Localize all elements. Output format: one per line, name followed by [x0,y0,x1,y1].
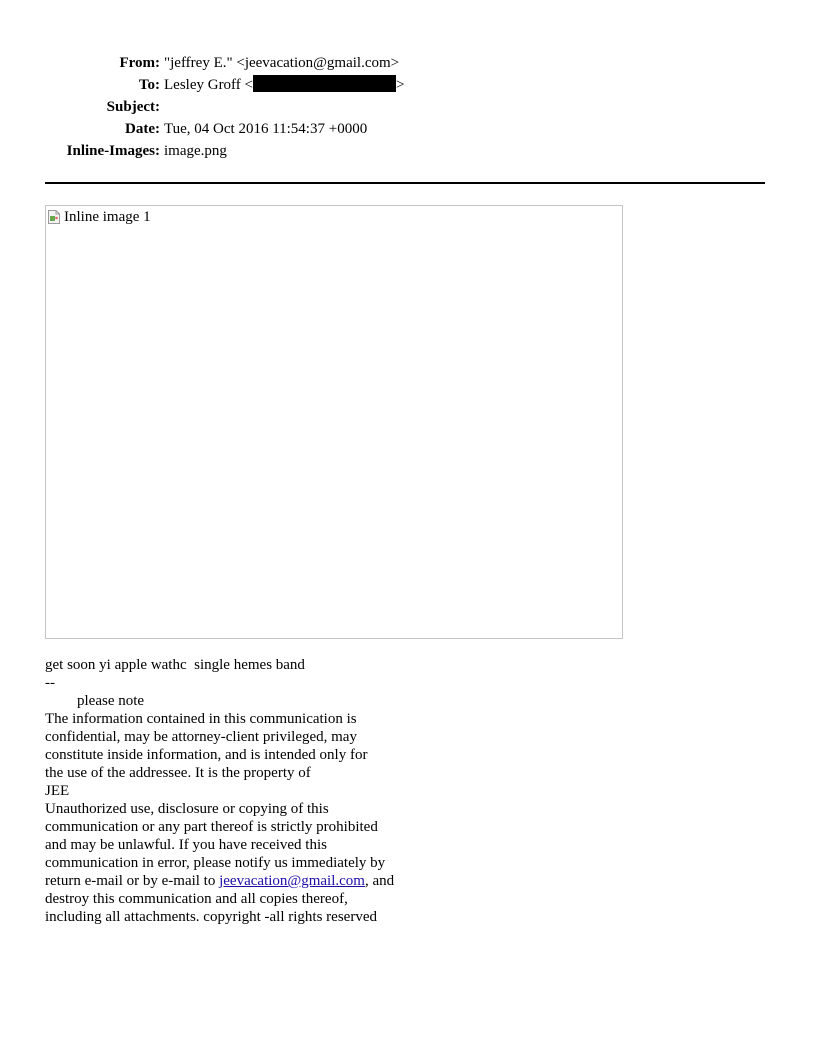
to-value [164,74,404,96]
email-link[interactable]: jeevacation@gmail.com [219,873,365,889]
disclaimer-line: the use of the addressee. It is the property of [45,765,311,781]
image-alt-text: Inline image 1 [64,209,151,225]
from-value: "jeffrey E." <jeevacation@gmail.com> [164,55,400,71]
disclaimer-line: confidential, may be attorney-client privileged, may [45,729,357,745]
disclaimer-line: including all attachments. copyright -all rights reserved [45,909,377,925]
header-divider [45,182,765,184]
subject-value [164,96,404,118]
signature-separator: -- [45,675,55,691]
to-name: Lesley Groff < [164,77,253,93]
subject-row [0,96,404,118]
disclaimer-line: destroy this communication and all copies thereof, [45,891,348,907]
email-header [0,52,404,162]
message-text: get soon yi apple wathc single hemes band [45,657,305,673]
to-label: To: [138,77,160,93]
date-label: Date: [125,121,160,137]
from-label: From: [119,55,160,71]
date-row [0,118,404,140]
return-suffix: , and [364,873,395,889]
inline-image-placeholder [45,205,623,639]
disclaimer-line: JEE [45,783,70,799]
disclaimer-line: communication in error, please notify us immediately by [45,855,386,871]
disclaimer-line-with-link [45,872,445,890]
return-prefix: return e-mail or by e-mail to [45,873,220,889]
disclaimer-line: and may be unlawful. If you have received this [45,837,327,853]
to-close: > [396,77,405,93]
please-note-text: please note [77,693,145,709]
subject-label: Subject: [106,99,160,115]
disclaimer-line: Unauthorized use, disclosure or copying of this [45,801,329,817]
inline-images-value: image.png [164,143,227,159]
broken-image-icon [48,210,60,224]
to-row [0,74,404,96]
date-value: Tue, 04 Oct 2016 11:54:37 +0000 [164,121,368,137]
email-body [45,656,445,926]
from-row [0,52,404,74]
disclaimer-line: constitute inside information, and is intended only for [45,747,368,763]
disclaimer-line: The information contained in this communication is [45,711,357,727]
disclaimer-line: communication or any part thereof is strictly prohibited [45,819,378,835]
inline-images-label: Inline-Images: [66,143,160,159]
redaction-box [253,75,396,92]
inline-images-row [0,140,404,162]
